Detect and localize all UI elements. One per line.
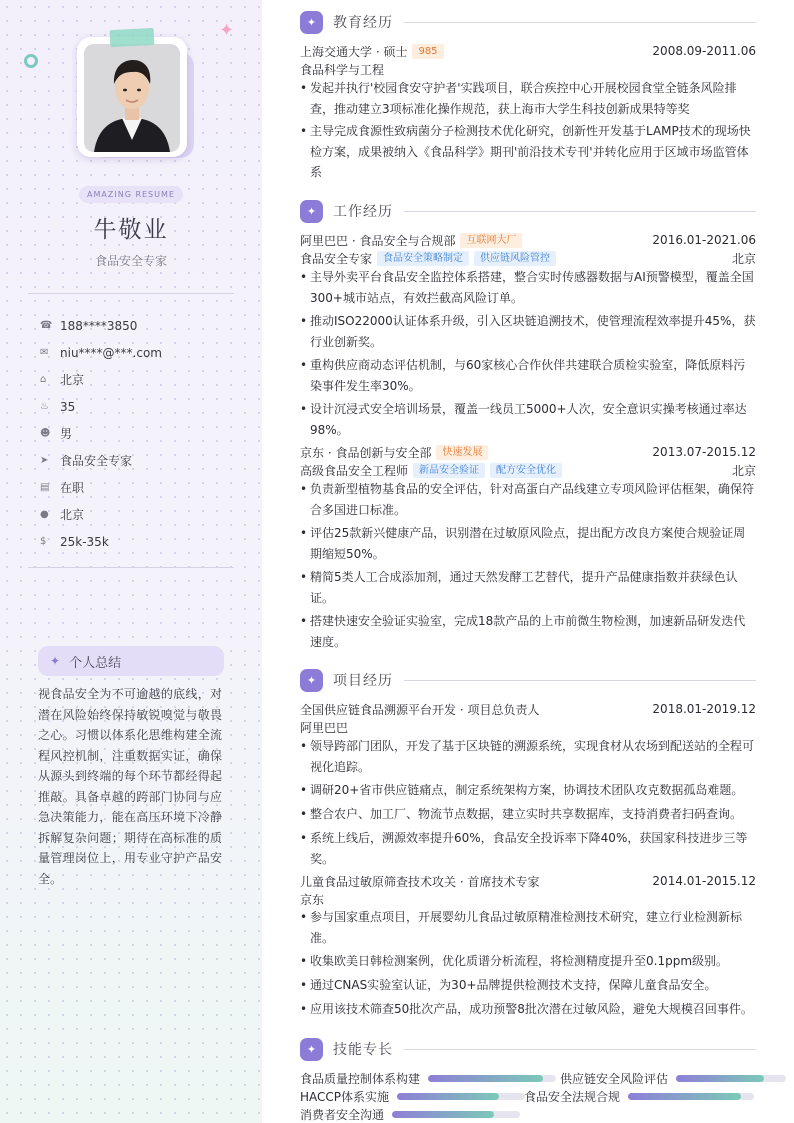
work-heading (300, 199, 756, 223)
list-item: • 评估25款新兴健康产品，识别潜在过敏原风险点，提出配方改良方案使合规验证周期缩短50%。 (300, 523, 756, 564)
list-item: • 精简5类人工合成添加剂，通过天然发酵工艺替代，提升产品健康指数并获绿色认证。 (300, 567, 756, 608)
skill-level (676, 1075, 764, 1082)
job-period: 2016.01-2021.06 (652, 233, 756, 247)
salary-value: 25k-35k (60, 534, 109, 549)
info-phone (40, 312, 240, 339)
briefcase-icon: ▤ (40, 482, 50, 493)
skill-item (300, 1105, 520, 1123)
candidate-name: 牛敬业 (93, 217, 169, 243)
list-item: • 参与国家重点项目，开展婴幼儿食品过敏原精准检测技术研究，建立行业检测新标准。 (300, 907, 756, 948)
job-role: 食品安全专家 (300, 251, 373, 266)
list-item: • 主导外卖平台食品安全监控体系搭建，整合实时传感器数据与AI预警模型，覆盖全国300+城市站点，有效拦截高风险订单。 (300, 267, 756, 308)
list-item: • 设计沉浸式安全培训场景，覆盖一线员工5000+人次，安全意识实操考核通过率达98%。 (300, 399, 756, 440)
tape-decoration (110, 28, 155, 47)
skill-level (428, 1075, 543, 1082)
info-salary (40, 528, 240, 555)
role-row (300, 249, 756, 267)
list-item: • 应用该技术筛查50批次产品，成功预警8批次潜在过敏风险，避免大规模召回事件。 (300, 999, 756, 1020)
list-item: • 负责新型植物基食品的安全评估，针对高蛋白产品线建立专项风险评估框架，确保符合多国进口标准。 (300, 479, 756, 520)
status-value: 在职 (60, 481, 85, 495)
role-tag: 食品安全策略制定 (377, 251, 469, 266)
summary-heading (38, 646, 224, 676)
candidate-title: 食品安全专家 (94, 254, 167, 268)
project-org: 阿里巴巴 (300, 720, 349, 735)
major-row (300, 60, 756, 78)
resume-badge: AMAZING RESUME (79, 186, 183, 203)
info-gender (40, 420, 240, 447)
home-value: 北京 (60, 373, 85, 387)
divider (404, 211, 756, 212)
info-status (40, 474, 240, 501)
job-city: 北京 (731, 463, 756, 478)
skill-item (560, 1069, 786, 1087)
job-row (300, 443, 756, 461)
job-row (300, 231, 756, 249)
skill-bar (392, 1111, 520, 1118)
company-name: 阿里巴巴 · 食品安全与合规部 (300, 233, 456, 248)
photo-frame (77, 37, 187, 157)
mail-icon: ✉ (40, 347, 49, 358)
location-icon: ● (40, 509, 49, 520)
role-row (300, 461, 756, 479)
skill-bar (428, 1075, 556, 1082)
sparkle-icon: ✦ (50, 654, 61, 668)
salary-icon: $ (40, 536, 47, 547)
info-location (40, 501, 240, 528)
ring-decoration (24, 54, 38, 68)
list-item: • 发起并执行'校园食安守护者'实践项目，联合疾控中心开展校园食堂全链条风险排查，推动建立3项标准化操作规范，获上海市大学生科技创新成果特等奖 (300, 78, 756, 119)
education-heading (300, 10, 756, 34)
role-tag: 新品安全验证 (413, 463, 485, 478)
summary-title: 个人总结 (69, 655, 122, 671)
email-value: niu****@***.com (60, 345, 162, 360)
job-period: 2013.07-2015.12 (652, 445, 756, 459)
company-tag: 快速发展 (436, 445, 488, 460)
skill-level (628, 1093, 741, 1100)
job-city: 北京 (731, 251, 756, 266)
list-item: • 系统上线后，溯源效率提升60%，食品安全投诉率下降40%，获国家科技进步三等奖。 (300, 828, 756, 869)
project-name: 儿童食品过敏原筛查技术攻关 · 首席技术专家 (300, 874, 540, 889)
gender-value: 男 (60, 427, 73, 441)
info-intent (40, 447, 240, 474)
sparkle-icon: ✦ (300, 200, 323, 223)
skill-name: HACCP体系实施 (300, 1089, 390, 1104)
list-item: • 通过CNAS实验室认证，为30+品牌提供检测技术支持，保障儿童食品安全。 (300, 975, 756, 996)
list-item: • 重构供应商动态评估机制，与60家核心合作伙伴共建联合质检实验室，降低原料污染事件发生率30%。 (300, 355, 756, 396)
company-name: 京东 · 食品创新与安全部 (300, 445, 432, 460)
project-org-row (300, 890, 756, 908)
intent-value: 食品安全专家 (60, 454, 133, 468)
section-title: 项目经历 (333, 673, 393, 689)
skill-name: 消费者安全沟通 (300, 1107, 385, 1122)
info-home (40, 366, 240, 393)
divider (28, 567, 234, 568)
skill-item (300, 1087, 525, 1105)
gender-icon: ☻ (40, 428, 51, 439)
home-icon: ⌂ (40, 374, 47, 385)
section-title: 教育经历 (333, 15, 393, 31)
age-value: 35 (60, 399, 76, 414)
section-title: 技能专长 (333, 1042, 393, 1058)
skill-name: 供应链安全风险评估 (560, 1071, 669, 1086)
send-icon: ➤ (40, 455, 49, 466)
sparkle-icon: ✦ (219, 20, 235, 41)
skill-bar (676, 1075, 786, 1082)
skill-bar (628, 1093, 754, 1100)
divider (404, 1049, 756, 1050)
sidebar (0, 0, 262, 1123)
skill-item (524, 1087, 754, 1105)
project-org-row (300, 718, 756, 736)
job-role: 高级食品安全工程师 (300, 463, 409, 478)
info-email (40, 339, 240, 366)
skill-name: 食品安全法规合规 (524, 1089, 621, 1104)
list-item: • 收集欧美日韩检测案例，优化质谱分析流程，将检测精度提升至0.1ppm级别。 (300, 951, 756, 972)
skill-level (397, 1093, 499, 1100)
divider (404, 22, 756, 23)
list-item: • 领导跨部门团队，开发了基于区块链的溯源系统，实现食材从农场到配送站的全程可视化追踪。 (300, 736, 756, 777)
education-period: 2008.09-2011.06 (652, 44, 756, 58)
list-item: • 整合农户、加工厂、物流节点数据，建立实时共享数据库，支持消费者扫码查询。 (300, 804, 756, 825)
school-name: 上海交通大学 · 硕士 (300, 44, 408, 59)
skill-level (392, 1111, 494, 1118)
school-tag: 985 (412, 44, 443, 59)
education-row (300, 42, 756, 60)
divider (404, 680, 756, 681)
info-age (40, 393, 240, 420)
role-tag: 供应链风险管控 (474, 251, 556, 266)
projects-heading (300, 668, 756, 692)
contact-info (40, 312, 240, 555)
role-tag: 配方安全优化 (490, 463, 562, 478)
sparkle-icon: ✦ (300, 11, 323, 34)
company-tag: 互联网大厂 (460, 233, 522, 248)
skills-heading (300, 1037, 756, 1061)
cake-icon: ♨ (40, 401, 49, 412)
phone-value: 188****3850 (60, 318, 138, 333)
project-row (300, 872, 756, 890)
divider (28, 293, 234, 294)
project-period: 2014.01-2015.12 (652, 874, 756, 888)
project-row (300, 700, 756, 718)
project-period: 2018.01-2019.12 (652, 702, 756, 716)
summary-text: 视食品安全为不可逾越的底线，对潜在风险始终保持敏锐嗅觉与敬畏之心。习惯以体系化思维构建全流程风控机制，注重数据实证，确保从源头到终端的每个环节都经得起推敲。具备卓越的跨部门协同与应急决策能力，能在高压环境下冷静拆解复杂问题；期待在高标准的质量管理岗位上，用专业守护产品安全。 (38, 687, 222, 886)
project-name: 全国供应链食品溯源平台开发 · 项目总负责人 (300, 702, 540, 717)
major: 食品科学与工程 (300, 62, 385, 77)
location-value: 北京 (60, 508, 85, 522)
section-title: 工作经历 (333, 204, 393, 220)
list-item: • 调研20+省市供应链痛点，制定系统架构方案，协调技术团队攻克数据孤岛难题。 (300, 780, 756, 801)
avatar (84, 44, 180, 152)
list-item: • 推动ISO22000认证体系升级，引入区块链追溯技术，使管理流程效率提升45%，获行业创新奖。 (300, 311, 756, 352)
skill-bar (397, 1093, 525, 1100)
sparkle-icon: ✦ (300, 1038, 323, 1061)
sparkle-icon: ✦ (300, 669, 323, 692)
project-org: 京东 (300, 892, 325, 907)
phone-icon: ☎ (40, 320, 53, 331)
list-item: • 搭建快速安全验证实验室，完成18款产品的上市前微生物检测，加速新品研发迭代速度。 (300, 611, 756, 652)
skill-item (300, 1069, 556, 1087)
skill-name: 食品质量控制体系构建 (300, 1071, 421, 1086)
list-item: • 主导完成食源性致病菌分子检测技术优化研究，创新性开发基于LAMP技术的现场快检方案，成果被纳入《食品科学》期刊'前沿技术专刊'并转化应用于区域市场监管体系 (300, 121, 756, 183)
